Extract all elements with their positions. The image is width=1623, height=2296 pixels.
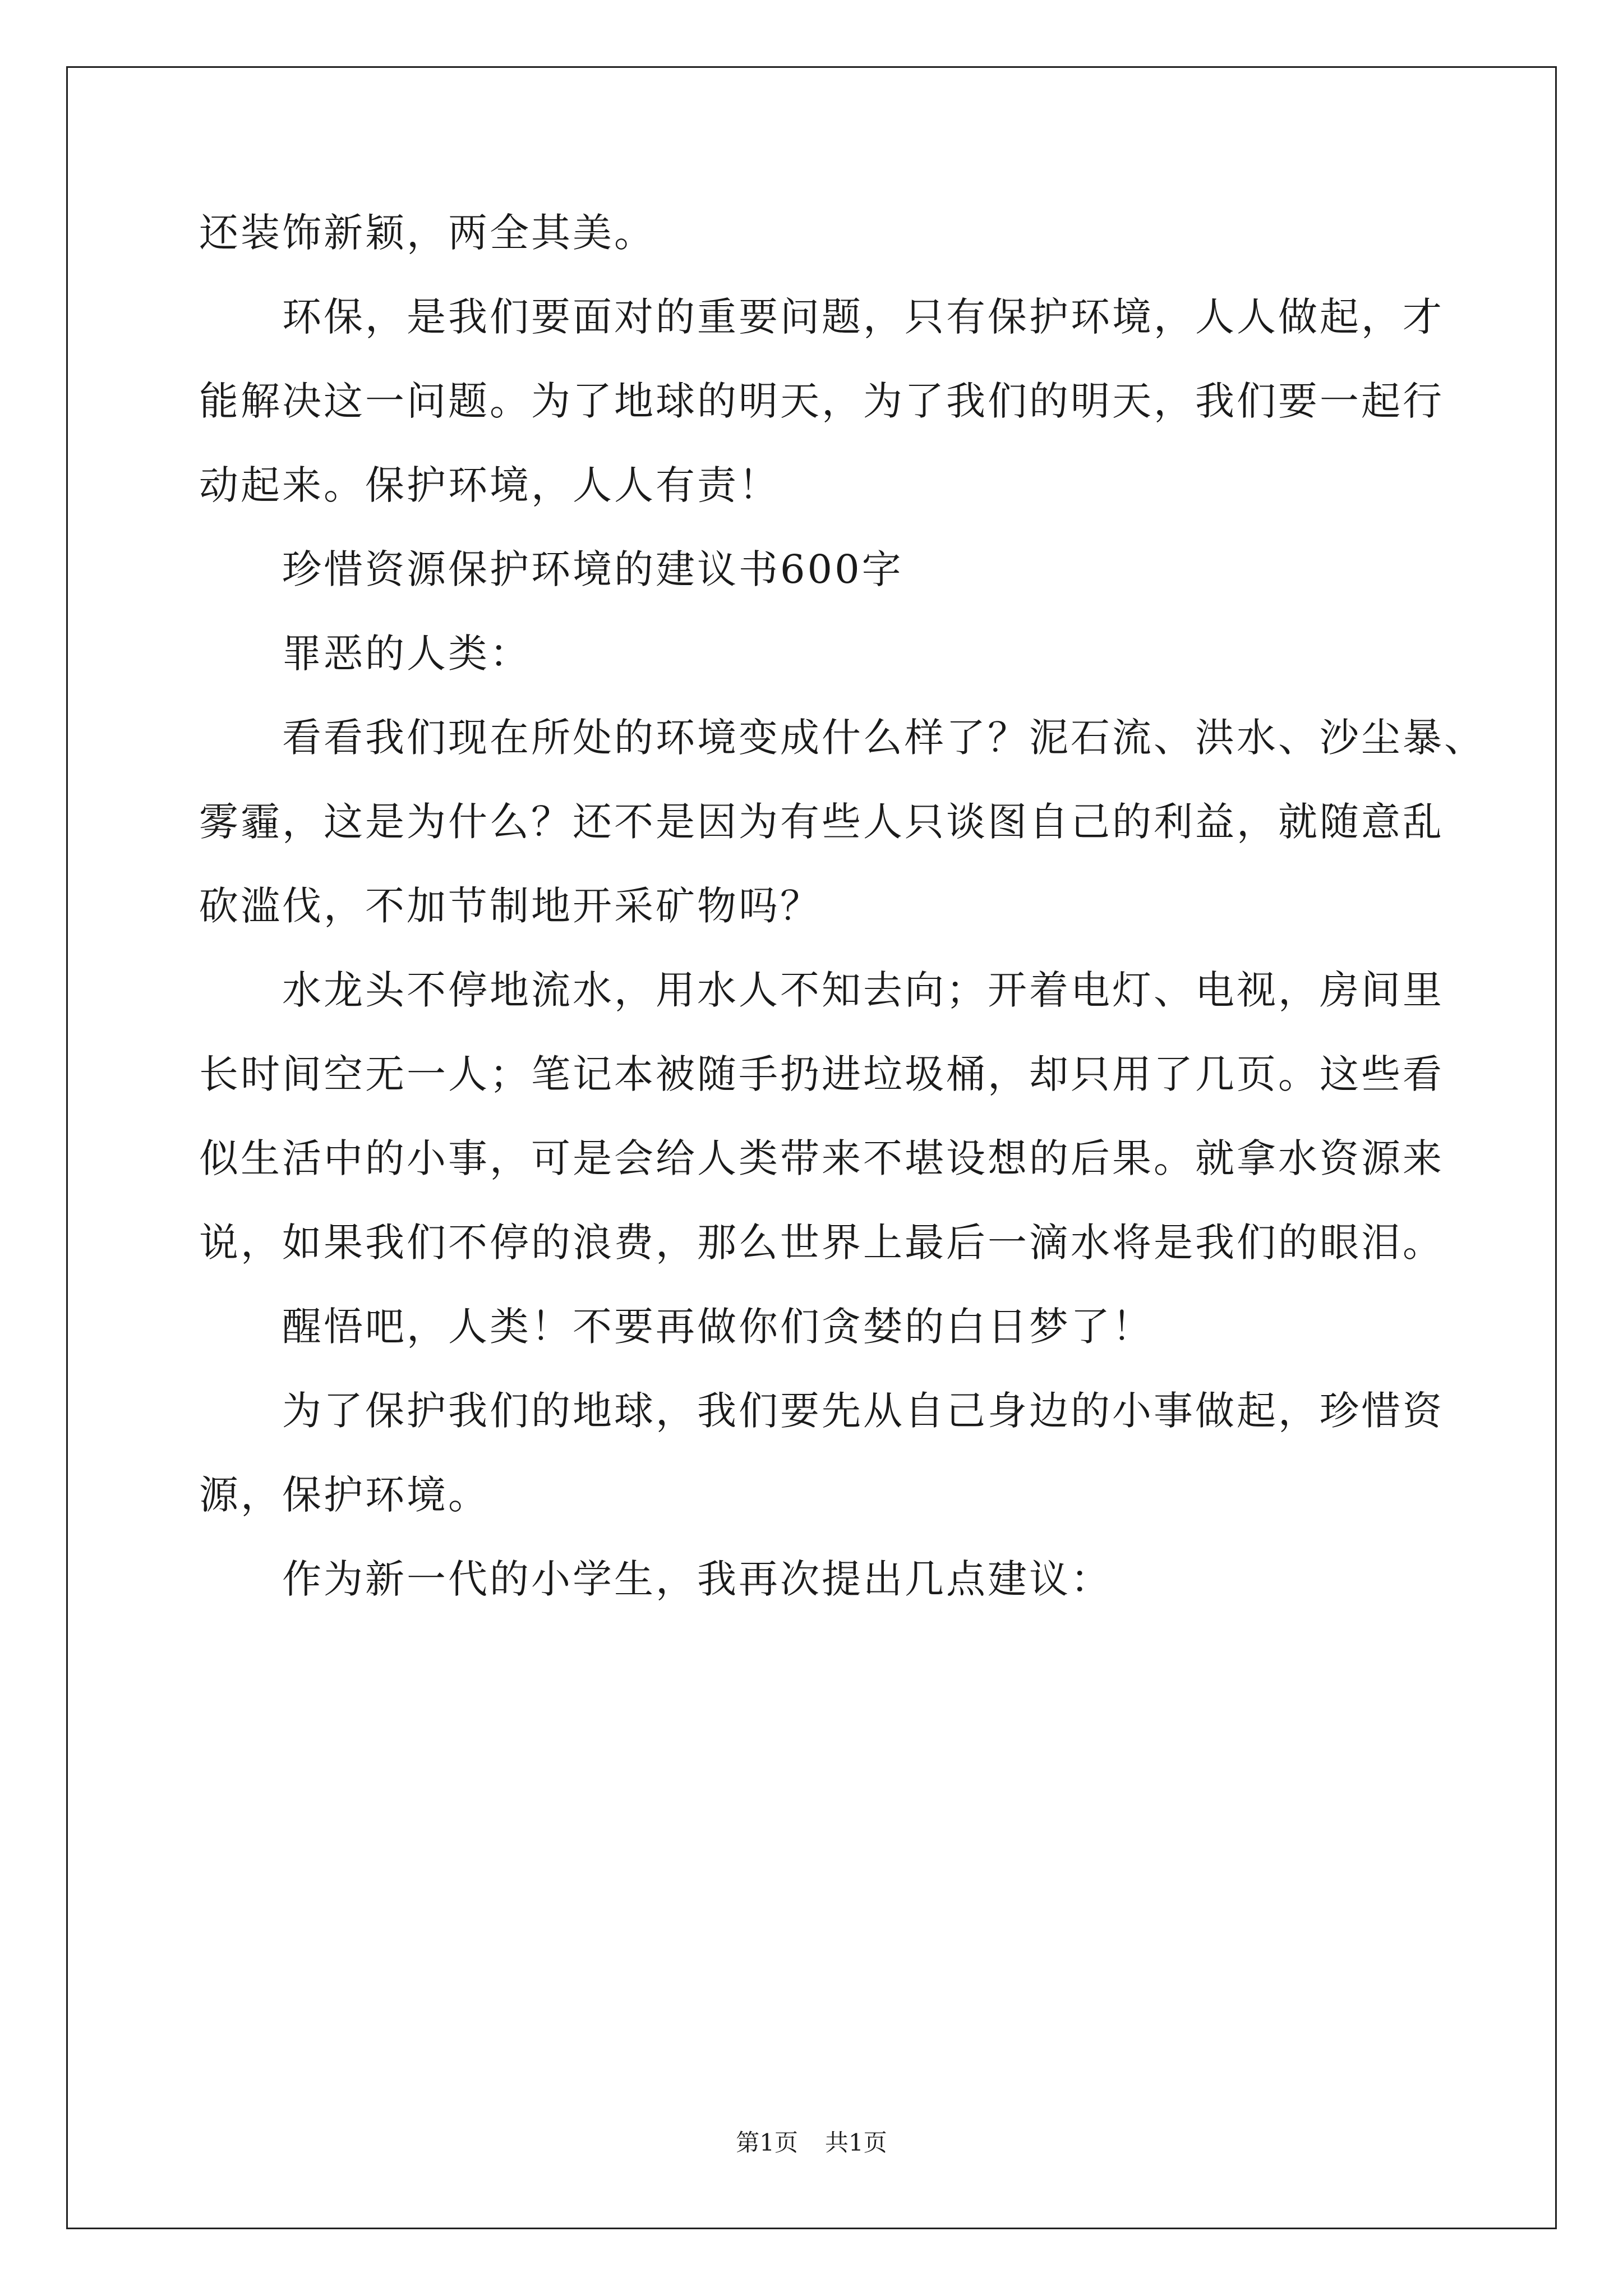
page-footer <box>0 2127 1623 2159</box>
paragraph-line: 作为新一代的小学生，我再次提出几点建议： <box>282 1556 1112 1602</box>
text-line: 砍滥伐，不加节制地开采矿物吗？ <box>199 883 822 929</box>
text-line: 源，保护环境。 <box>199 1472 490 1518</box>
salutation: 罪恶的人类： <box>282 631 531 677</box>
text-line: 雾霾，这是为什么？还不是因为有些人只谈图自己的利益，就随意乱 <box>199 799 1444 845</box>
text-line: 能解决这一问题。为了地球的明天，为了我们的明天，我们要一起行 <box>199 378 1444 424</box>
paragraph-line: 水龙头不停地流水，用水人不知去向；开着电灯、电视，房间里 <box>282 967 1444 1013</box>
page-total: 共1页 <box>825 2129 887 2156</box>
text-line: 长时间空无一人；笔记本被随手扔进垃圾桶，却只用了几页。这些看 <box>199 1051 1444 1097</box>
paragraph-line: 看看我们现在所处的环境变成什么样了？泥石流、洪水、沙尘暴、 <box>282 715 1486 761</box>
paragraph-line: 为了保护我们的地球，我们要先从自己身边的小事做起，珍惜资 <box>282 1388 1444 1434</box>
text-line: 似生活中的小事，可是会给人类带来不堪设想的后果。就拿水资源来 <box>199 1135 1444 1181</box>
text-line: 说，如果我们不停的浪费，那么世界上最后一滴水将是我们的眼泪。 <box>199 1220 1444 1266</box>
text-line: 还装饰新颖，两全其美。 <box>199 210 656 256</box>
paragraph-line: 醒悟吧，人类！不要再做你们贪婪的白日梦了！ <box>282 1304 1154 1350</box>
text-line: 动起来。保护环境，人人有责！ <box>199 462 780 508</box>
paragraph-line: 环保，是我们要面对的重要问题，只有保护环境，人人做起，才 <box>282 294 1444 340</box>
section-title: 珍惜资源保护环境的建议书600字 <box>282 546 903 592</box>
page-number: 第1页 <box>736 2129 798 2156</box>
